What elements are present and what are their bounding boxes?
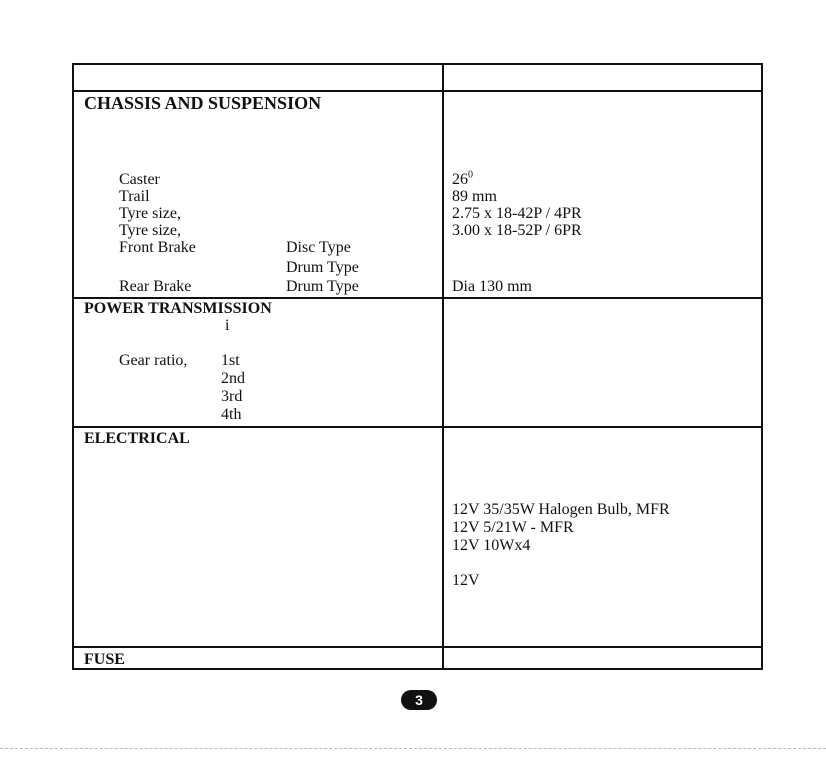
page-number-badge: 3 <box>401 690 437 710</box>
rear-brake-value: Dia 130 mm <box>452 278 532 295</box>
stray-character: i <box>225 317 230 334</box>
rear-brake-label: Rear Brake <box>119 278 192 295</box>
tyre-rear-label: Tyre size, <box>119 222 181 239</box>
bottom-edge-rule <box>0 748 826 749</box>
section-heading-chassis: CHASSIS AND SUSPENSION <box>84 93 322 113</box>
tyre-front-label: Tyre size, <box>119 205 181 222</box>
column-divider <box>442 65 444 668</box>
tyre-rear-value: 3.00 x 18-52P / 6PR <box>452 222 582 239</box>
caster-value: $26^0$ <box>452 169 473 188</box>
caster-degree-mark: 0 <box>468 169 473 181</box>
gear-2nd: 2nd <box>221 370 245 387</box>
gear-1st: 1st <box>221 352 240 369</box>
section-heading-electrical: ELECTRICAL <box>84 430 190 447</box>
trail-value: 89 mm <box>452 188 497 205</box>
caster-label: Caster <box>119 171 160 188</box>
front-brake-drum: Drum Type <box>286 259 359 276</box>
row-divider <box>74 426 761 428</box>
front-brake-disc: Disc Type <box>286 239 351 256</box>
gear-ratio-label: Gear ratio, <box>119 352 188 369</box>
headlamp-value: 12V 35/35W Halogen Bulb, MFR <box>452 501 670 518</box>
battery-value: 12V <box>452 572 480 589</box>
row-divider <box>74 297 761 299</box>
rear-brake-type: Drum Type <box>286 278 359 295</box>
row-divider <box>74 90 761 92</box>
section-heading-fuse: FUSE <box>84 651 125 668</box>
tyre-front-value: 2.75 x 18-42P / 4PR <box>452 205 582 222</box>
gear-4th: 4th <box>221 406 242 423</box>
section-heading-power: POWER TRANSMISSION <box>84 300 272 317</box>
row-divider <box>74 646 761 648</box>
spec-table <box>72 63 763 670</box>
tail-lamp-value: 12V 5/21W - MFR <box>452 519 574 536</box>
winker-value: 12V 10Wx4 <box>452 537 531 554</box>
trail-label: Trail <box>119 188 150 205</box>
front-brake-label: Front Brake <box>119 239 196 256</box>
gear-3rd: 3rd <box>221 388 243 405</box>
